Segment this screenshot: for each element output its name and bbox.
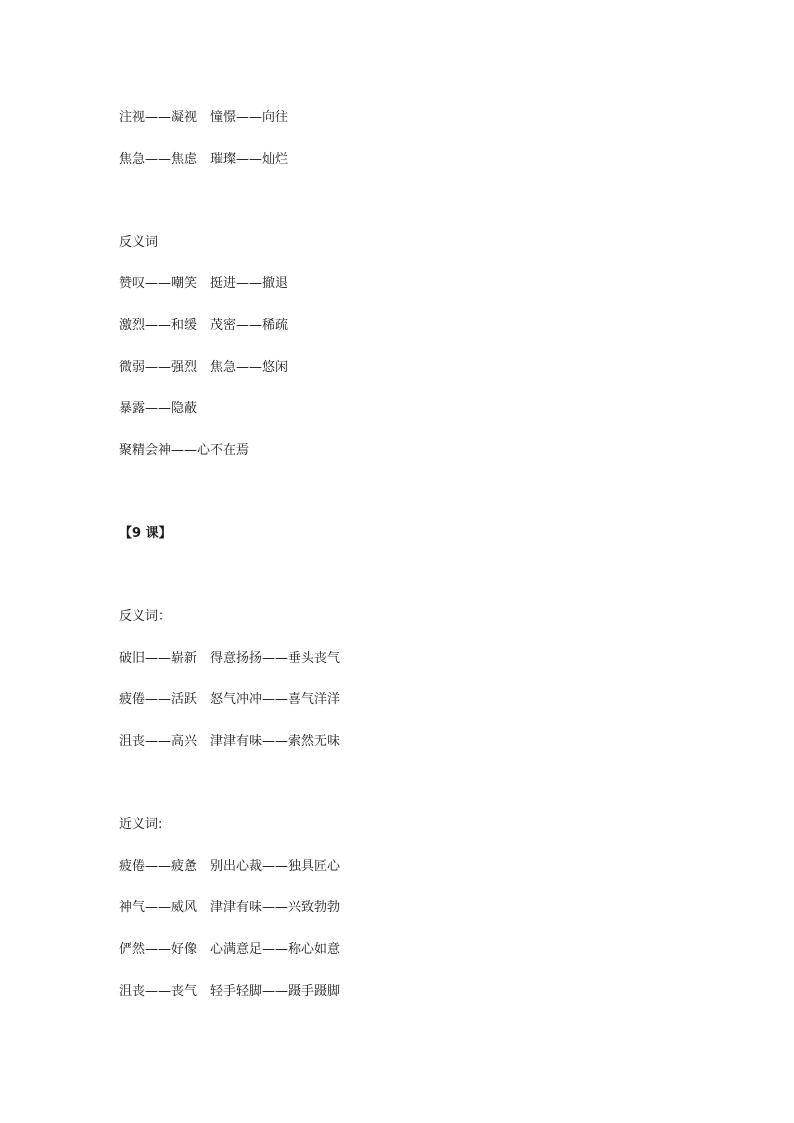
synonym-line-1: 注视——凝视 憧憬——向往 [119, 110, 289, 125]
antonym-line-4: 暴露——隐蔽 [119, 401, 198, 416]
antonym-line-3: 微弱——强烈 焦急——悠闲 [119, 360, 289, 375]
lesson-9-synonym-heading: 近义词: [119, 817, 163, 832]
antonym-heading: 反义词 [119, 235, 159, 250]
lesson-9-antonym-line-2: 疲倦——活跃 怒气冲冲——喜气洋洋 [119, 692, 341, 707]
lesson-9-antonym-line-3: 沮丧——高兴 津津有味——索然无味 [119, 734, 341, 749]
lesson-9-antonym-heading: 反义词： [119, 609, 172, 624]
lesson-9-antonym-line-1: 破旧——崭新 得意扬扬——垂头丧气 [119, 651, 341, 666]
lesson-9-synonym-line-4: 沮丧——丧气 轻手轻脚——蹑手蹑脚 [119, 984, 341, 999]
lesson-9-synonym-line-3: 俨然——好像 心满意足——称心如意 [119, 942, 341, 957]
antonym-line-5: 聚精会神——心不在焉 [119, 443, 250, 458]
lesson-9-synonym-line-2: 神气——威风 津津有味——兴致勃勃 [119, 900, 341, 915]
lesson-9-synonym-line-1: 疲倦——疲惫 别出心裁——独具匠心 [119, 859, 341, 874]
lesson-9-heading: 【9 课】 [119, 526, 172, 541]
synonym-line-2: 焦急——焦虑 璀璨——灿烂 [119, 152, 289, 167]
antonym-line-1: 赞叹——嘲笑 挺进——撤退 [119, 276, 289, 291]
antonym-line-2: 激烈——和缓 茂密——稀疏 [119, 318, 289, 333]
